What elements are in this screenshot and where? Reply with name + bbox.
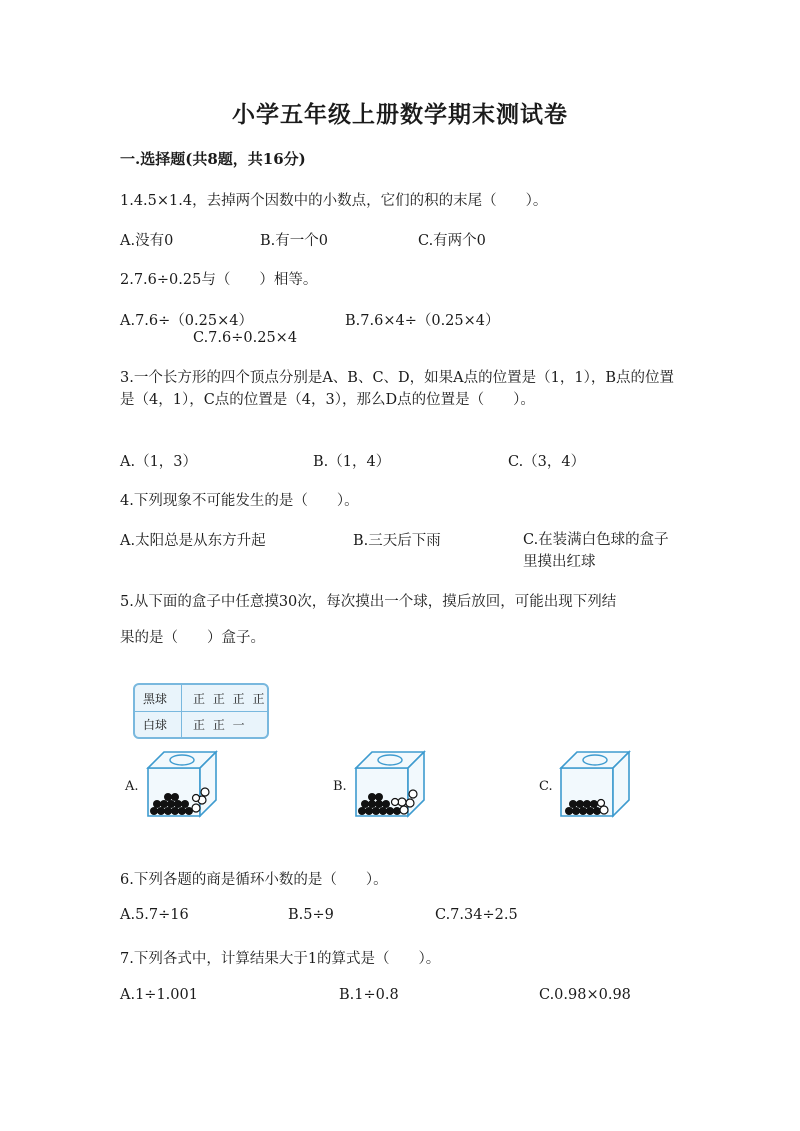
q1-option-c[interactable]: C.有两个0: [418, 233, 486, 249]
ball-box-c-image[interactable]: [557, 748, 637, 820]
tally-row-black: [135, 685, 267, 712]
q6-option-c[interactable]: C.7.34÷2.5: [435, 907, 518, 923]
tally-black-label: 黑球: [143, 692, 168, 706]
question-5-stem-line1: 5.从下面的盒子中任意摸30次，每次摸出一个球，摸后放回，可能出现下列结: [120, 594, 617, 610]
q7-option-c[interactable]: C.0.98×0.98: [539, 987, 631, 1003]
question-1-stem: 1.4.5×1.4，去掉两个因数中的小数点，它们的积的末尾（ ）。: [120, 193, 548, 209]
q4-option-a[interactable]: A.太阳总是从东方升起: [120, 533, 266, 549]
question-2-stem: 2.7.6÷0.25与（ ）相等。: [120, 272, 318, 288]
box-label-c[interactable]: C.: [539, 779, 553, 794]
q4-option-b[interactable]: B.三天后下雨: [353, 533, 441, 549]
section-heading: 一.选择题(共8题，共16分): [120, 150, 306, 168]
box-label-b[interactable]: B.: [333, 779, 347, 794]
q2-option-c[interactable]: C.7.6÷0.25×4: [193, 330, 298, 346]
q2-option-b[interactable]: B.7.6×4÷（0.25×4）: [345, 313, 500, 329]
q4-option-c[interactable]: C.在装满白色球的盒子里摸出红球: [523, 532, 669, 570]
question-7-stem: 7.下列各式中，计算结果大于1的算式是（ ）。: [120, 951, 441, 967]
question-3-stem: 3.一个长方形的四个顶点分别是A、B、C、D，如果A点的位置是（1，1），B点的位置是（4，1），C点的位置是（4，3），那么D点的位置是（ ）。: [120, 370, 675, 408]
q6-option-b[interactable]: B.5÷9: [288, 907, 334, 923]
q1-option-a[interactable]: A.没有0: [120, 233, 174, 249]
q2-option-a[interactable]: A.7.6÷（0.25×4）: [120, 313, 253, 329]
q7-option-a[interactable]: A.1÷1.001: [120, 987, 198, 1003]
q3-option-b[interactable]: B.（1，4）: [313, 454, 391, 470]
q3-option-c[interactable]: C.（3，4）: [508, 454, 586, 470]
question-6-stem: 6.下列各题的商是循环小数的是（ ）。: [120, 872, 388, 888]
tally-white-value: 正 正 一: [193, 718, 247, 732]
q7-option-b[interactable]: B.1÷0.8: [339, 987, 399, 1003]
tally-table: [133, 683, 269, 739]
q3-option-a[interactable]: A.（1，3）: [120, 454, 198, 470]
tally-black-value: 正 正 正 正: [193, 692, 267, 706]
tally-row-white: [135, 711, 267, 737]
box-label-a[interactable]: A.: [125, 779, 139, 794]
q6-option-a[interactable]: A.5.7÷16: [120, 907, 189, 923]
page-title: 小学五年级上册数学期末测试卷: [232, 101, 568, 128]
question-4-stem: 4.下列现象不可能发生的是（ ）。: [120, 493, 359, 509]
ball-box-a-image[interactable]: [144, 748, 224, 820]
q1-option-b[interactable]: B.有一个0: [260, 233, 328, 249]
question-5-stem-line2: 果的是（ ）盒子。: [120, 630, 265, 646]
ball-box-b-image[interactable]: [352, 748, 432, 820]
tally-white-label: 白球: [143, 718, 168, 732]
